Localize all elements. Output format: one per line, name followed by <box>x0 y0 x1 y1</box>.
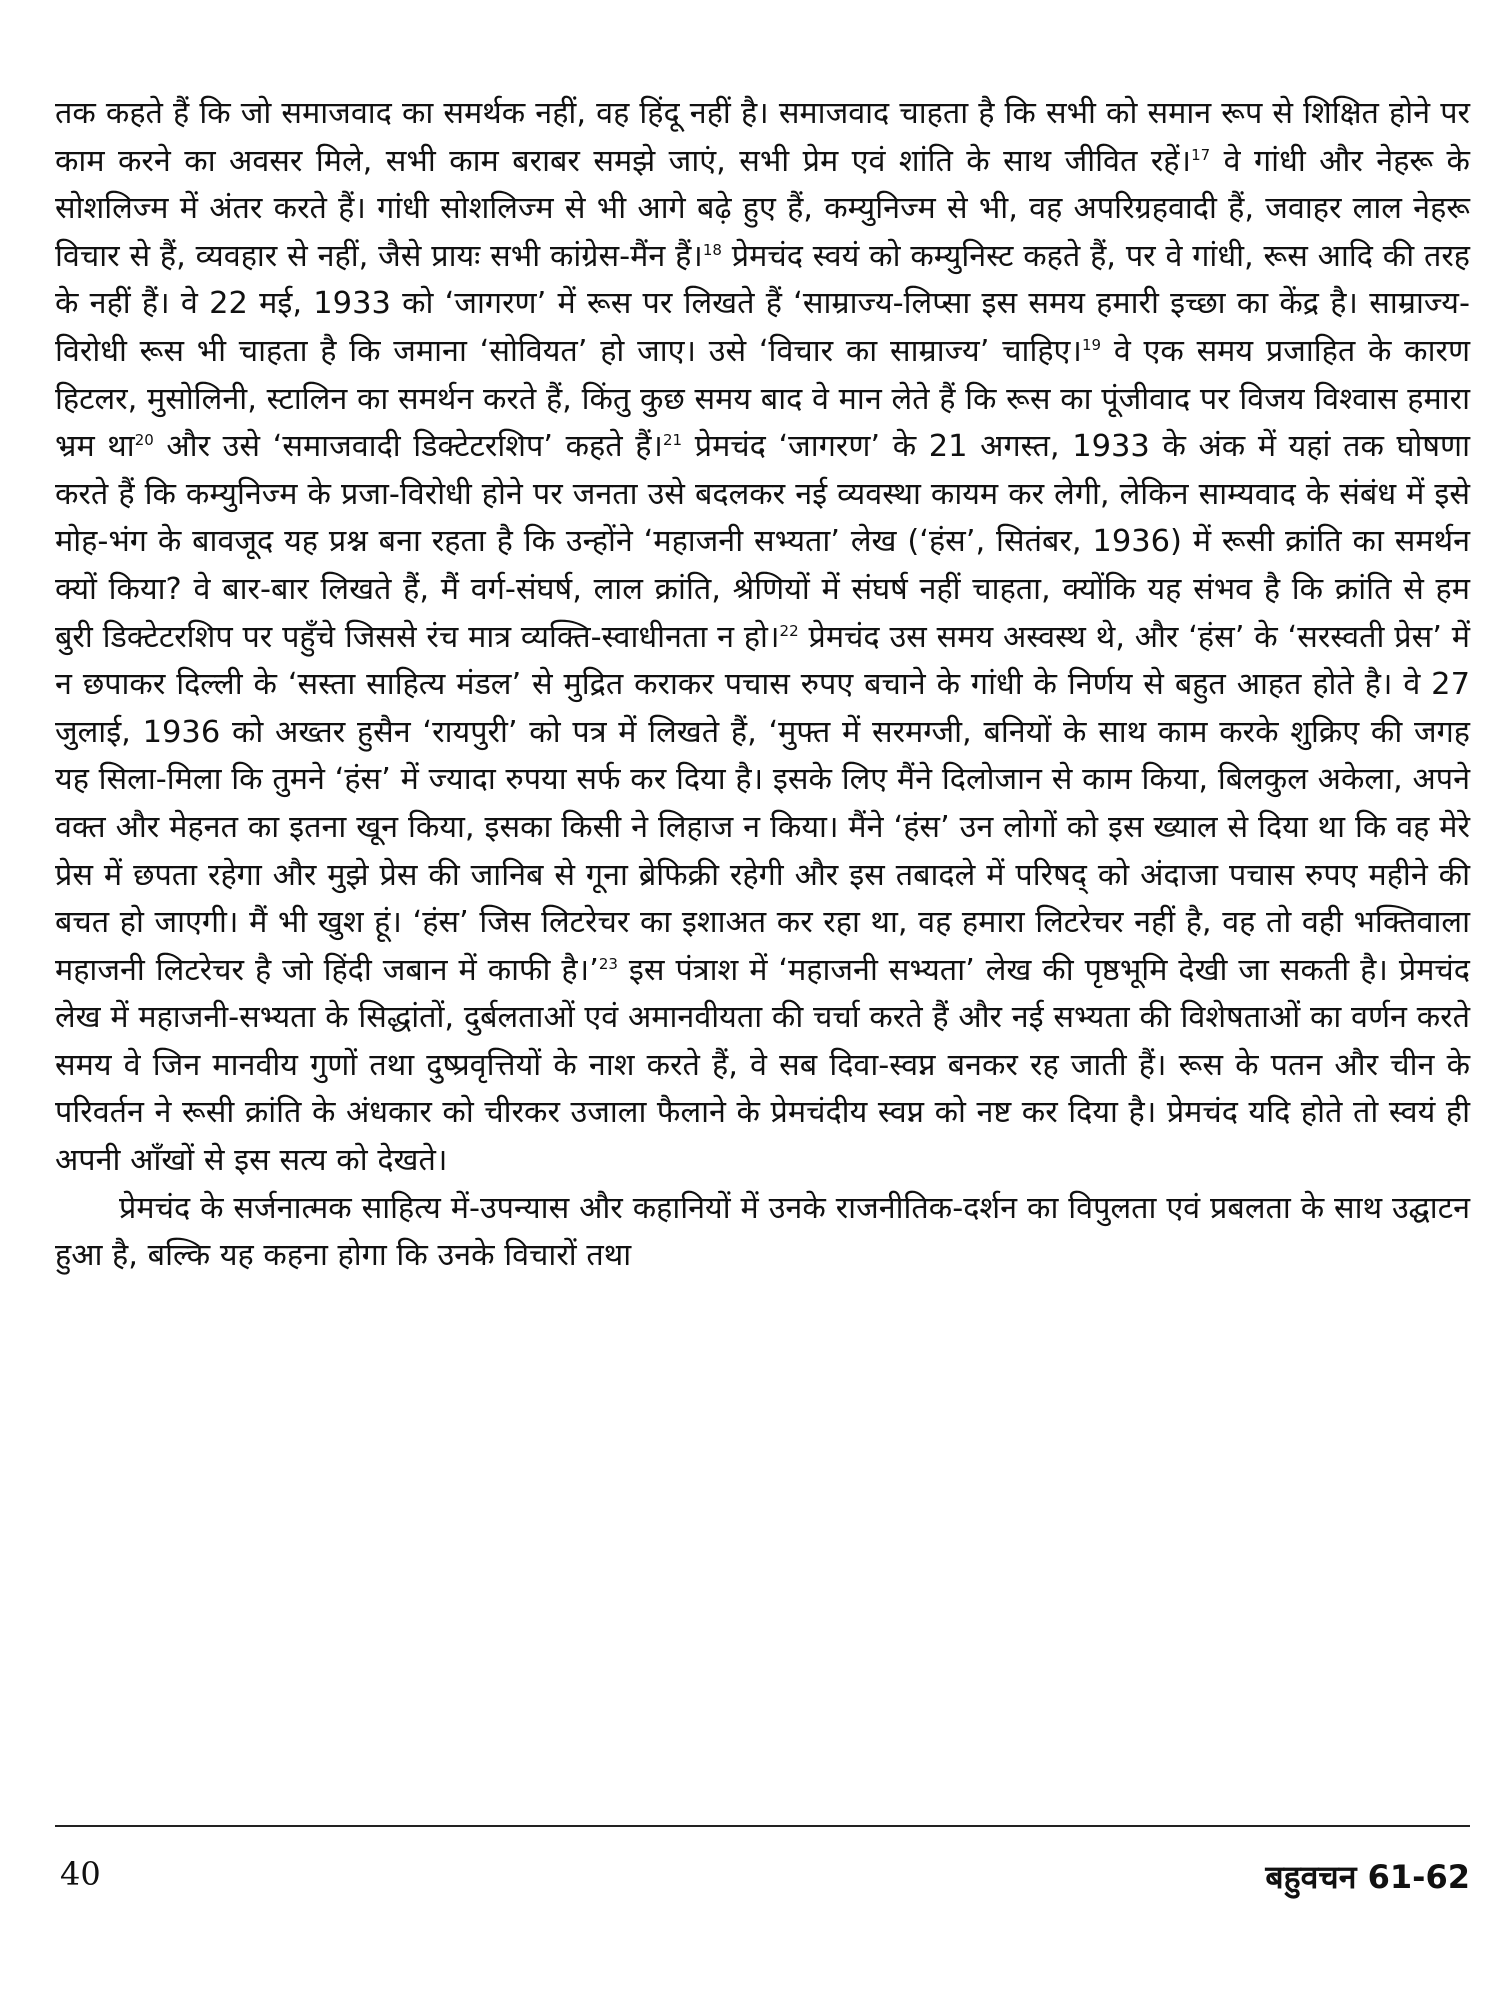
footnote-ref-23[interactable]: 23 <box>598 954 618 973</box>
footnote-ref-22[interactable]: 22 <box>779 621 799 640</box>
text-segment: तक कहते हैं कि जो समाजवाद का समर्थक नहीं, वह हिंदू नहीं है। समाजवाद चाहता है कि सभी को समान रूप से शिक्षित होने पर काम करने का अवसर मिले, सभी काम बराबर समझे जाएं, सभी प्रेम एवं शांति के साथ जीवित रहें। <box>55 96 1470 179</box>
footnote-ref-17[interactable]: 17 <box>1191 145 1211 164</box>
text-segment: प्रेमचंद स्वयं को कम्युनिस्ट कहते हैं, पर वे गांधी, रूस आदि की तरह के नहीं हैं। वे 22 मई, 1933 को ‘जागरण’ में रूस पर लिखते हैं ‘साम्राज्य-लिप्सा इस समय हमारी इच्छा का केंद्र है। साम्राज्य-विरोधी रूस भी चाहता है कि जमाना ‘सोवियत’ हो जाए। उसे ‘विचार का साम्राज्य’ चाहिए। <box>55 238 1470 369</box>
text-segment: वे एक समय प्रजाहित के कारण हिटलर, मुसोलिनी, स्टालिन का समर्थन करते हैं, किंतु कुछ समय बाद वे मान लेते हैं कि रूस का पूंजीवाद पर विजय विश्वास हमारा भ्रम था <box>55 333 1470 465</box>
paragraph-2: प्रेमचंद के सर्जनात्मक साहित्य में-उपन्यास और कहानियों में उनके राजनीतिक-दर्शन का विपुलता एवं प्रबलता के साथ उद्घाटन हुआ है, बल्कि यह कहना होगा कि उनके विचारों तथा <box>55 1190 1470 1274</box>
text-segment: प्रेमचंद उस समय अस्वस्थ थे, और ‘हंस’ के ‘सरस्वती प्रेस’ में न छपाकर दिल्ली के ‘सस्ता साहित्य मंडल’ से मुद्रित कराकर पचास रुपए बचाने के गांधी के निर्णय से बहुत आहत होते है। वे 27 जुलाई, 1936 को अख्तर हुसैन ‘रायपुरी’ को पत्र में लिखते हैं, ‘मुफ्त में सरमग्जी, बनियों के साथ काम करके शुक्रिए की जगह यह सिला-मिला कि तुमने ‘हंस’ में ज्यादा रुपया सर्फ कर दिया है। इसके लिए मैंने दिलोजान से काम किया, बिलकुल अकेला, अपने वक्त और मेहनत का इतना खून किया, इसका किसी ने लिहाज न किया। मैंने ‘हंस’ उन लोगों को इस ख्याल से दिया था कि वह मेरे प्रेस में छपता रहेगा और मुझे प्रेस की जानिब से गूना ब्रेफिक्री रहेगी और इस तबादले में परिषद् को अंदाजा पचास रुपए महीने की बचत हो जाएगी। मैं भी खुश हूं। ‘हंस’ जिस लिटरेचर का इशाअत कर रहा था, वह हमारा लिटरेचर नहीं है, वह तो वही भक्तिवाला महाजनी लिटरेचर है जो हिंदी जबान में काफी है।’ <box>55 619 1470 988</box>
footnote-ref-21[interactable]: 21 <box>663 431 683 449</box>
footnote-ref-20[interactable]: 20 <box>134 431 154 449</box>
page-footer <box>55 1855 1470 1905</box>
footnote-ref-19[interactable]: 19 <box>1081 335 1102 354</box>
page-body <box>55 90 1470 1970</box>
text-segment: वे गांधी और नेहरू के सोशलिज्म में अंतर करते हैं। गांधी सोशलिज्म से भी आगे बढ़े हुए हैं, कम्युनिज्म से भी, वह अपरिग्रहवादी हैं, जवाहर लाल नेहरू विचार से हैं, व्यवहार से नहीं, जैसे प्रायः सभी कांग्रेस-मैंन हैं। <box>55 143 1470 274</box>
paragraph-1 <box>55 90 1470 1185</box>
footnote-ref-18[interactable]: 18 <box>702 240 722 259</box>
text-segment: प्रेमचंद ‘जागरण’ के 21 अगस्त, 1933 के अंक में यहां तक घोषणा करते हैं कि कम्युनिज्म के प्रजा-विरोधी होने पर जनता उसे बदलकर नई व्यवस्था कायम कर लेगी, लेकिन साम्यवाद के संबंध में इसे मोह-भंग के बावजूद यह प्रश्न बना रहता है कि उन्होंने ‘महाजनी सभ्यता’ लेख (‘हंस’, सितंबर, 1936) में रूसी क्रांति का समर्थन क्यों किया? वे बार-बार लिखते हैं, मैं वर्ग-संघर्ष, लाल क्रांति, श्रेणियों में संघर्ष नहीं चाहता, क्योंकि यह संभव है कि क्रांति से हम बुरी डिक्टेटरशिप पर पहुँचे जिससे रंच मात्र व्यक्ति-स्वाधीनता न हो। <box>55 429 1471 655</box>
page-number: 40 <box>60 1855 101 1893</box>
journal-title: बहुवचन 61-62 <box>1265 1858 1470 1896</box>
text-segment: और उसे ‘समाजवादी डिक्टेटरशिप’ कहते हैं। <box>153 429 663 465</box>
text-segment: इस पंत्राश में ‘महाजनी सभ्यता’ लेख की पृष्ठभूमि देखी जा सकती है। प्रेमचंद लेख में महाजनी-सभ्यता के सिद्धांतों, दुर्बलताओं एवं अमानवीयता की चर्चा करते हैं और नई सभ्यता की विशेषताओं का वर्णन करते समय वे जिन मानवीय गुणों तथा दुष्प्रवृत्तियों के नाश करते हैं, वे सब दिवा-स्वप्न बनकर रह जाती हैं। रूस के पतन और चीन के परिवर्तन ने रूसी क्रांति के अंधकार को चीरकर उजाला फैलाने के प्रेमचंदीय स्वप्न को नष्ट कर दिया है। प्रेमचंद यदि होते तो स्वयं ही अपनी आँखों से इस सत्य को देखते। <box>55 952 1470 1179</box>
footer-divider <box>55 1825 1470 1827</box>
